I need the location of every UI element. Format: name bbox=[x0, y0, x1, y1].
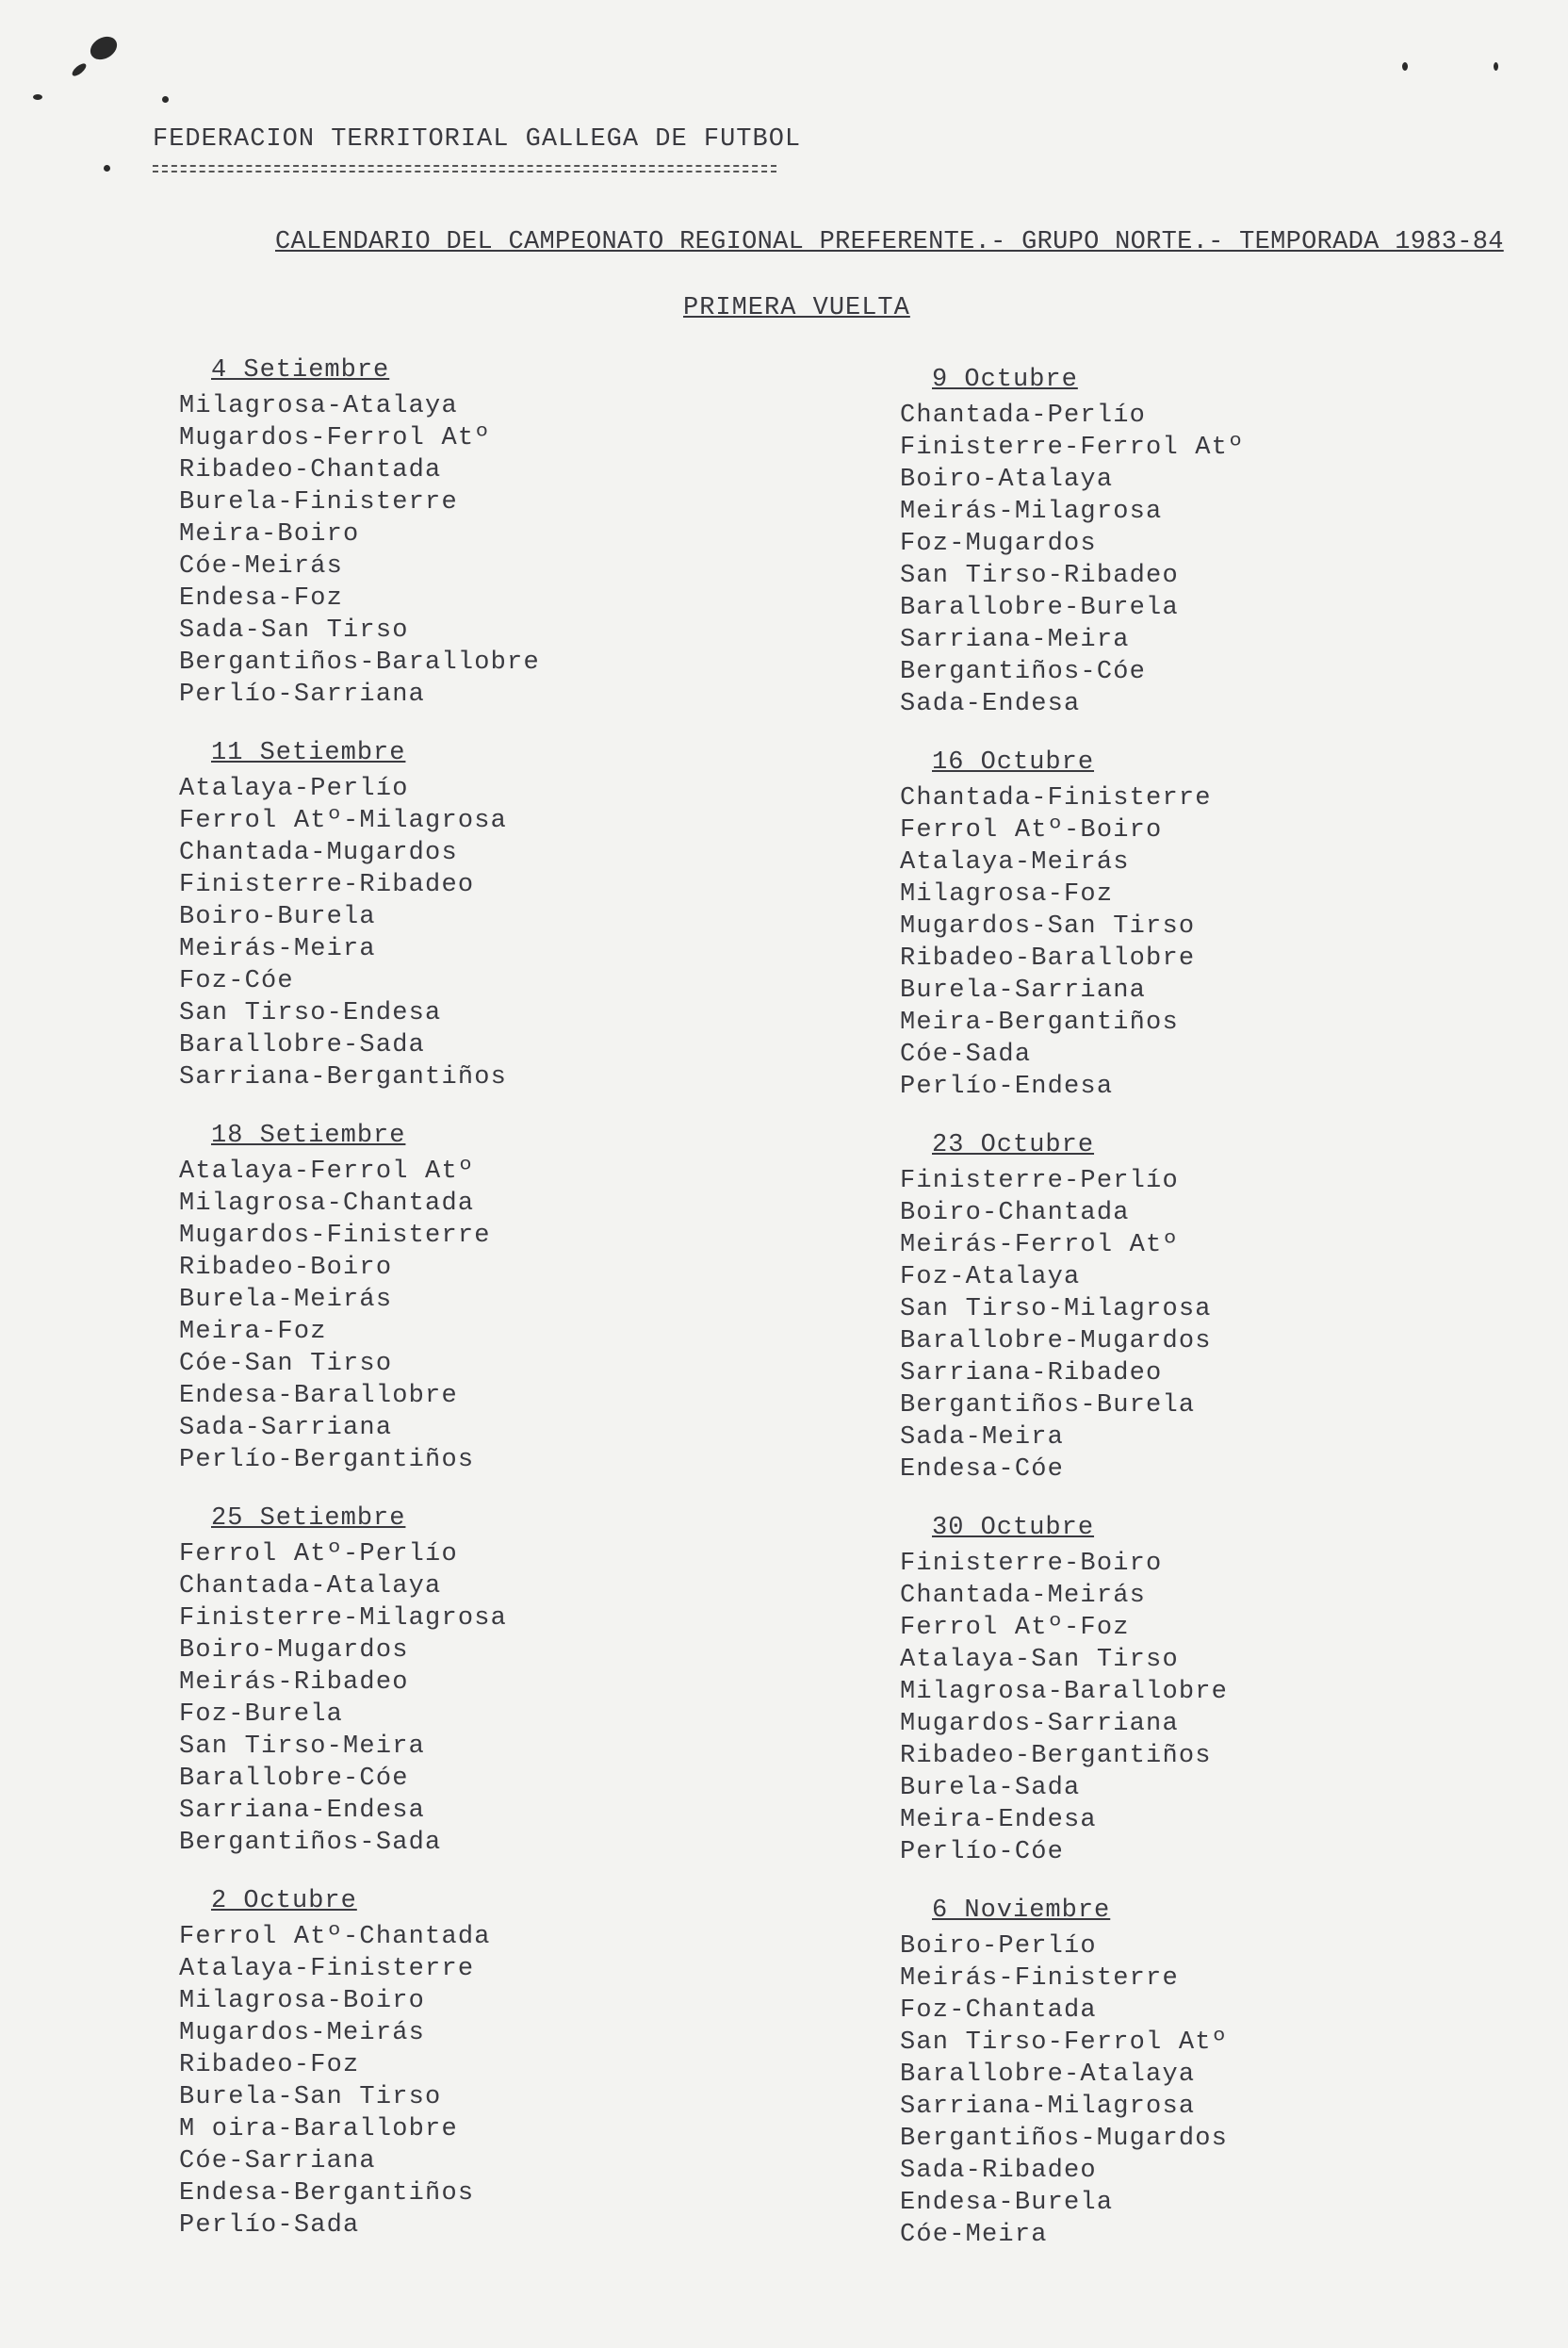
match-fixture: Barallobre-Burela bbox=[900, 594, 1179, 622]
match-fixture: Barallobre-Mugardos bbox=[900, 1327, 1212, 1355]
match-fixture: Ferrol Atº-Milagrosa bbox=[179, 807, 508, 835]
ink-speck bbox=[104, 165, 110, 172]
schedule-column-right bbox=[900, 360, 1568, 2274]
match-list bbox=[179, 390, 858, 711]
match-fixture: Foz-Mugardos bbox=[900, 530, 1097, 558]
match-fixture: Sada-San Tirso bbox=[179, 616, 409, 645]
match-fixture: Sada-Ribadeo bbox=[900, 2157, 1097, 2185]
match-fixture: Ribadeo-Foz bbox=[179, 2051, 360, 2079]
match-list bbox=[179, 1156, 858, 1476]
match-fixture: Atalaya-San Tirso bbox=[900, 1646, 1179, 1674]
match-fixture: Sada-Meira bbox=[900, 1423, 1065, 1452]
matchday-block bbox=[900, 1508, 1568, 1891]
match-fixture: Burela-Meirás bbox=[179, 1286, 393, 1314]
double-rule bbox=[153, 165, 776, 167]
matchday-block bbox=[900, 1891, 1568, 2274]
match-fixture: Cóe-Meira bbox=[900, 2221, 1048, 2249]
match-fixture: Finisterre-Ferrol Atº bbox=[900, 434, 1245, 462]
match-fixture: Finisterre-Ribadeo bbox=[179, 871, 475, 899]
match-fixture: Endesa-Bergantiños bbox=[179, 2179, 475, 2208]
match-fixture: Boiro-Chantada bbox=[900, 1199, 1130, 1227]
matchday-date: 6 Noviembre bbox=[932, 1896, 1111, 1925]
match-fixture: M oira-Barallobre bbox=[179, 2115, 458, 2143]
ink-speck bbox=[162, 96, 169, 103]
match-fixture: Meirás-Milagrosa bbox=[900, 498, 1163, 526]
match-fixture: Meira-Foz bbox=[179, 1318, 327, 1346]
match-fixture: Ribadeo-Boiro bbox=[179, 1254, 393, 1282]
match-fixture: Endesa-Burela bbox=[900, 2189, 1114, 2217]
matchday-date: 9 Octubre bbox=[932, 366, 1078, 394]
match-fixture: Finisterre-Milagrosa bbox=[179, 1604, 508, 1633]
matchday-date: 11 Setiembre bbox=[211, 739, 406, 767]
match-fixture: Meira-Endesa bbox=[900, 1806, 1097, 1834]
match-fixture: Cóe-San Tirso bbox=[179, 1350, 393, 1378]
match-fixture: Burela-Sada bbox=[900, 1774, 1081, 1802]
ink-speck bbox=[33, 94, 42, 100]
match-fixture: Sarriana-Milagrosa bbox=[900, 2093, 1196, 2121]
match-fixture: Boiro-Atalaya bbox=[900, 466, 1114, 494]
match-fixture: Ferrol Atº-Foz bbox=[900, 1614, 1130, 1642]
matchday-date: 23 Octubre bbox=[932, 1131, 1095, 1159]
match-fixture: Chantada-Perlío bbox=[900, 402, 1147, 430]
ink-speck bbox=[1402, 62, 1408, 71]
match-fixture: Mugardos-Meirás bbox=[179, 2019, 426, 2047]
matchday-block bbox=[179, 1499, 858, 1881]
match-list bbox=[900, 400, 1568, 720]
match-list bbox=[900, 1548, 1568, 1868]
match-list bbox=[900, 782, 1568, 1103]
matchday-block bbox=[179, 1116, 858, 1499]
match-fixture: Bergantiños-Barallobre bbox=[179, 649, 540, 677]
match-fixture: Perlío-Cóe bbox=[900, 1838, 1065, 1866]
match-fixture: Ribadeo-Barallobre bbox=[900, 944, 1196, 973]
matchday-block bbox=[900, 743, 1568, 1125]
match-fixture: Chantada-Finisterre bbox=[900, 784, 1212, 813]
ink-stain bbox=[71, 61, 89, 78]
match-fixture: Milagrosa-Boiro bbox=[179, 1987, 426, 2015]
match-fixture: Ribadeo-Chantada bbox=[179, 456, 442, 484]
match-fixture: Cóe-Sarriana bbox=[179, 2147, 376, 2176]
match-fixture: Ferrol Atº-Boiro bbox=[900, 816, 1163, 845]
round-phase-title: PRIMERA VUELTA bbox=[683, 294, 910, 322]
match-fixture: Ferrol Atº-Chantada bbox=[179, 1923, 491, 1951]
match-fixture: Mugardos-San Tirso bbox=[900, 912, 1196, 941]
match-fixture: Burela-Finisterre bbox=[179, 488, 458, 517]
match-fixture: Endesa-Cóe bbox=[900, 1455, 1065, 1484]
match-fixture: Meirás-Ribadeo bbox=[179, 1668, 409, 1697]
match-fixture: Meirás-Finisterre bbox=[900, 1964, 1179, 1993]
matchday-block bbox=[900, 1125, 1568, 1508]
match-fixture: Mugardos-Finisterre bbox=[179, 1222, 491, 1250]
matchday-block bbox=[179, 351, 858, 733]
match-fixture: Sarriana-Endesa bbox=[179, 1797, 426, 1825]
match-fixture: Foz-Cóe bbox=[179, 967, 294, 995]
match-fixture: Bergantiños-Cóe bbox=[900, 658, 1147, 686]
match-fixture: Perlío-Bergantiños bbox=[179, 1446, 475, 1474]
match-fixture: Bergantiños-Mugardos bbox=[900, 2125, 1229, 2153]
match-fixture: Mugardos-Sarriana bbox=[900, 1710, 1179, 1738]
match-fixture: Endesa-Foz bbox=[179, 584, 344, 613]
match-fixture: Ribadeo-Bergantiños bbox=[900, 1742, 1212, 1770]
match-fixture: Barallobre-Cóe bbox=[179, 1765, 409, 1793]
match-fixture: Chantada-Meirás bbox=[900, 1582, 1147, 1610]
matchday-date: 18 Setiembre bbox=[211, 1122, 406, 1150]
match-fixture: Meirás-Meira bbox=[179, 935, 376, 963]
match-list bbox=[179, 1921, 858, 2241]
match-list bbox=[900, 1930, 1568, 2251]
match-fixture: Mugardos-Ferrol Atº bbox=[179, 424, 491, 452]
match-fixture: Boiro-Mugardos bbox=[179, 1636, 409, 1665]
match-fixture: Meirás-Ferrol Atº bbox=[900, 1231, 1179, 1259]
match-fixture: San Tirso-Ribadeo bbox=[900, 562, 1179, 590]
match-fixture: Cóe-Meirás bbox=[179, 552, 344, 581]
federation-name: FEDERACION TERRITORIAL GALLEGA DE FUTBOL bbox=[153, 125, 802, 154]
match-fixture: Atalaya-Ferrol Atº bbox=[179, 1158, 475, 1186]
match-fixture: Sarriana-Bergantiños bbox=[179, 1063, 508, 1092]
match-fixture: Sarriana-Meira bbox=[900, 626, 1130, 654]
match-fixture: Atalaya-Perlío bbox=[179, 775, 409, 803]
document-title: CALENDARIO DEL CAMPEONATO REGIONAL PREFERENTE.- GRUPO NORTE.- TEMPORADA 1983-84 bbox=[275, 228, 1504, 256]
match-fixture: Meira-Bergantiños bbox=[900, 1009, 1179, 1037]
match-fixture: Boiro-Perlío bbox=[900, 1932, 1097, 1961]
match-list bbox=[179, 1538, 858, 1859]
matchday-date: 25 Setiembre bbox=[211, 1504, 406, 1533]
match-fixture: Ferrol Atº-Perlío bbox=[179, 1540, 458, 1568]
match-fixture: Milagrosa-Foz bbox=[900, 880, 1114, 909]
matchday-block bbox=[900, 360, 1568, 743]
match-fixture: Milagrosa-Chantada bbox=[179, 1190, 475, 1218]
matchday-date: 30 Octubre bbox=[932, 1514, 1095, 1542]
match-fixture: Foz-Atalaya bbox=[900, 1263, 1081, 1291]
match-fixture: San Tirso-Endesa bbox=[179, 999, 442, 1027]
match-fixture: San Tirso-Ferrol Atº bbox=[900, 2028, 1229, 2057]
match-list bbox=[900, 1165, 1568, 1486]
match-fixture: Milagrosa-Atalaya bbox=[179, 392, 458, 420]
matchday-date: 2 Octubre bbox=[211, 1887, 357, 1915]
match-fixture: Finisterre-Perlío bbox=[900, 1167, 1179, 1195]
match-fixture: Cóe-Sada bbox=[900, 1041, 1032, 1069]
matchday-date: 4 Setiembre bbox=[211, 356, 390, 385]
matchday-date: 16 Octubre bbox=[932, 748, 1095, 777]
match-fixture: San Tirso-Milagrosa bbox=[900, 1295, 1212, 1323]
match-fixture: Sada-Sarriana bbox=[179, 1414, 393, 1442]
match-fixture: Barallobre-Atalaya bbox=[900, 2061, 1196, 2089]
match-fixture: Perlío-Sada bbox=[179, 2211, 360, 2240]
double-rule bbox=[153, 171, 776, 172]
match-fixture: Atalaya-Meirás bbox=[900, 848, 1130, 877]
match-fixture: Milagrosa-Barallobre bbox=[900, 1678, 1229, 1706]
match-fixture: Perlío-Sarriana bbox=[179, 681, 426, 709]
match-fixture: Sada-Endesa bbox=[900, 690, 1081, 718]
ink-speck bbox=[1494, 62, 1498, 71]
match-fixture: Chantada-Mugardos bbox=[179, 839, 458, 867]
matchday-block bbox=[179, 733, 858, 1116]
match-fixture: Meira-Boiro bbox=[179, 520, 360, 549]
schedule-column-left bbox=[179, 351, 858, 2264]
match-fixture: Bergantiños-Sada bbox=[179, 1829, 442, 1857]
match-fixture: Burela-San Tirso bbox=[179, 2083, 442, 2111]
match-fixture: Finisterre-Boiro bbox=[900, 1550, 1163, 1578]
match-fixture: Barallobre-Sada bbox=[179, 1031, 426, 1059]
match-fixture: Burela-Sarriana bbox=[900, 977, 1147, 1005]
match-fixture: Sarriana-Ribadeo bbox=[900, 1359, 1163, 1387]
match-fixture: Atalaya-Finisterre bbox=[179, 1955, 475, 1983]
match-fixture: Perlío-Endesa bbox=[900, 1073, 1114, 1101]
match-fixture: Foz-Chantada bbox=[900, 1996, 1097, 2025]
match-list bbox=[179, 773, 858, 1093]
match-fixture: Endesa-Barallobre bbox=[179, 1382, 458, 1410]
match-fixture: Foz-Burela bbox=[179, 1700, 344, 1729]
ink-stain bbox=[87, 32, 122, 64]
match-fixture: Chantada-Atalaya bbox=[179, 1572, 442, 1601]
match-fixture: San Tirso-Meira bbox=[179, 1732, 426, 1761]
match-fixture: Bergantiños-Burela bbox=[900, 1391, 1196, 1420]
matchday-block bbox=[179, 1881, 858, 2264]
match-fixture: Boiro-Burela bbox=[179, 903, 376, 931]
